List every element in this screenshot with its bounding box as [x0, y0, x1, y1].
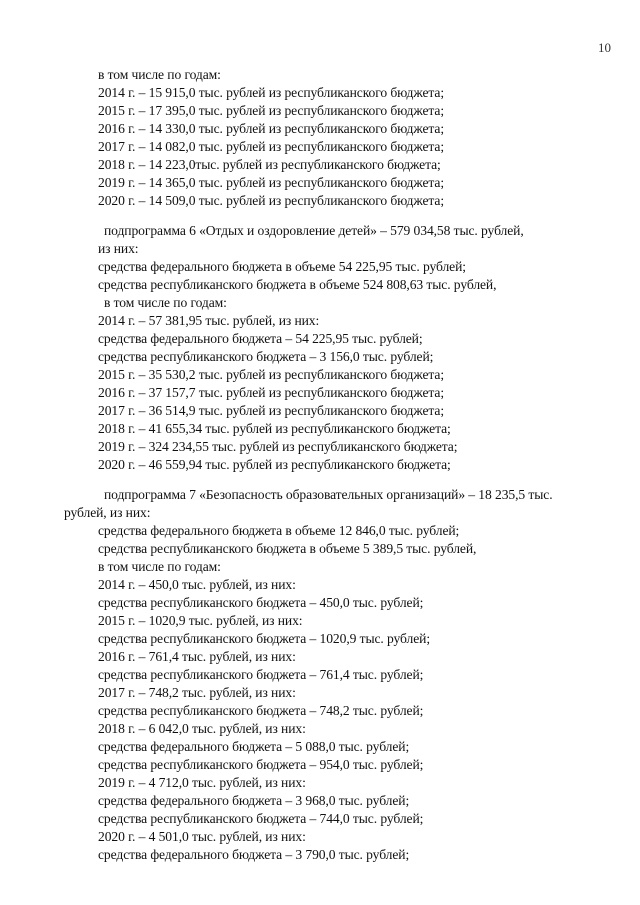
subprogram-7-row: средства республиканского бюджета – 1020,9 тыс. рублей; — [98, 631, 431, 646]
subprogram-7-row: средства федерального бюджета – 3 968,0 тыс. рублей; — [98, 793, 410, 808]
subprogram-7-row: 2014 г. – 450,0 тыс. рублей, из них: — [98, 577, 296, 592]
year-row: 2020 г. – 14 509,0 тыс. рублей из республиканского бюджета; — [98, 193, 445, 208]
subprogram-7-row: средства республиканского бюджета – 954,0 тыс. рублей; — [98, 757, 424, 772]
subprogram-7-heading: подпрограмма 7 «Безопасность образовательных организаций» – 18 235,5 тыс. — [104, 487, 553, 502]
subprogram-6-row: 2020 г. – 46 559,94 тыс. рублей из республиканского бюджета; — [98, 457, 451, 472]
year-row: 2019 г. – 14 365,0 тыс. рублей из республиканского бюджета; — [98, 175, 445, 190]
subprogram-7-row: средства республиканского бюджета – 761,4 тыс. рублей; — [98, 667, 424, 682]
subprogram-7-row: 2018 г. – 6 042,0 тыс. рублей, из них: — [98, 721, 306, 736]
subprogram-6-row: 2018 г. – 41 655,34 тыс. рублей из республиканского бюджета; — [98, 421, 451, 436]
subprogram-7-republican: средства республиканского бюджета в объеме 5 389,5 тыс. рублей, — [98, 541, 477, 556]
subprogram-7-row: средства федерального бюджета – 5 088,0 тыс. рублей; — [98, 739, 410, 754]
subprogram-7-row: средства республиканского бюджета – 744,0 тыс. рублей; — [98, 811, 424, 826]
subprogram-6-row: 2015 г. – 35 530,2 тыс. рублей из республиканского бюджета; — [98, 367, 445, 382]
subprogram-7-row: средства республиканского бюджета – 450,0 тыс. рублей; — [98, 595, 424, 610]
subprogram-6-by-years: в том числе по годам: — [104, 295, 227, 310]
subprogram-7-row: 2016 г. – 761,4 тыс. рублей, из них: — [98, 649, 296, 664]
subprogram-6-row: 2019 г. – 324 234,55 тыс. рублей из республиканского бюджета; — [98, 439, 458, 454]
subprogram-7-by-years: в том числе по годам: — [98, 559, 221, 574]
year-row: 2016 г. – 14 330,0 тыс. рублей из республиканского бюджета; — [98, 121, 445, 136]
year-row: 2018 г. – 14 223,0тыс. рублей из республиканского бюджета; — [98, 157, 441, 172]
subprogram-6-row: 2016 г. – 37 157,7 тыс. рублей из республиканского бюджета; — [98, 385, 445, 400]
subprogram-6-heading-cont: из них: — [98, 241, 139, 256]
subprogram-6-federal: средства федерального бюджета в объеме 54 225,95 тыс. рублей; — [98, 259, 466, 274]
subprogram-7-heading-cont: рублей, из них: — [64, 505, 151, 520]
year-row: 2017 г. – 14 082,0 тыс. рублей из республиканского бюджета; — [98, 139, 445, 154]
subprogram-6-row: 2014 г. – 57 381,95 тыс. рублей, из них: — [98, 313, 320, 328]
subprogram-7-federal: средства федерального бюджета в объеме 12 846,0 тыс. рублей; — [98, 523, 460, 538]
subprogram-7-row: средства республиканского бюджета – 748,2 тыс. рублей; — [98, 703, 424, 718]
subprogram-6-heading: подпрограмма 6 «Отдых и оздоровление детей» – 579 034,58 тыс. рублей, — [104, 223, 524, 238]
subprogram-7-row: 2019 г. – 4 712,0 тыс. рублей, из них: — [98, 775, 306, 790]
page-number: 10 — [598, 40, 611, 55]
subprogram-7-row: 2020 г. – 4 501,0 тыс. рублей, из них: — [98, 829, 306, 844]
years-intro: в том числе по годам: — [98, 67, 221, 82]
subprogram-6-row: 2017 г. – 36 514,9 тыс. рублей из республиканского бюджета; — [98, 403, 445, 418]
year-row: 2015 г. – 17 395,0 тыс. рублей из республиканского бюджета; — [98, 103, 445, 118]
subprogram-7-row: 2015 г. – 1020,9 тыс. рублей, из них: — [98, 613, 303, 628]
year-row: 2014 г. – 15 915,0 тыс. рублей из республиканского бюджета; — [98, 85, 445, 100]
subprogram-7-row: средства федерального бюджета – 3 790,0 тыс. рублей; — [98, 847, 410, 862]
subprogram-6-republican: средства республиканского бюджета в объеме 524 808,63 тыс. рублей, — [98, 277, 497, 292]
subprogram-6-row: средства федерального бюджета – 54 225,95 тыс. рублей; — [98, 331, 423, 346]
subprogram-7-row: 2017 г. – 748,2 тыс. рублей, из них: — [98, 685, 296, 700]
subprogram-6-row: средства республиканского бюджета – 3 156,0 тыс. рублей; — [98, 349, 434, 364]
